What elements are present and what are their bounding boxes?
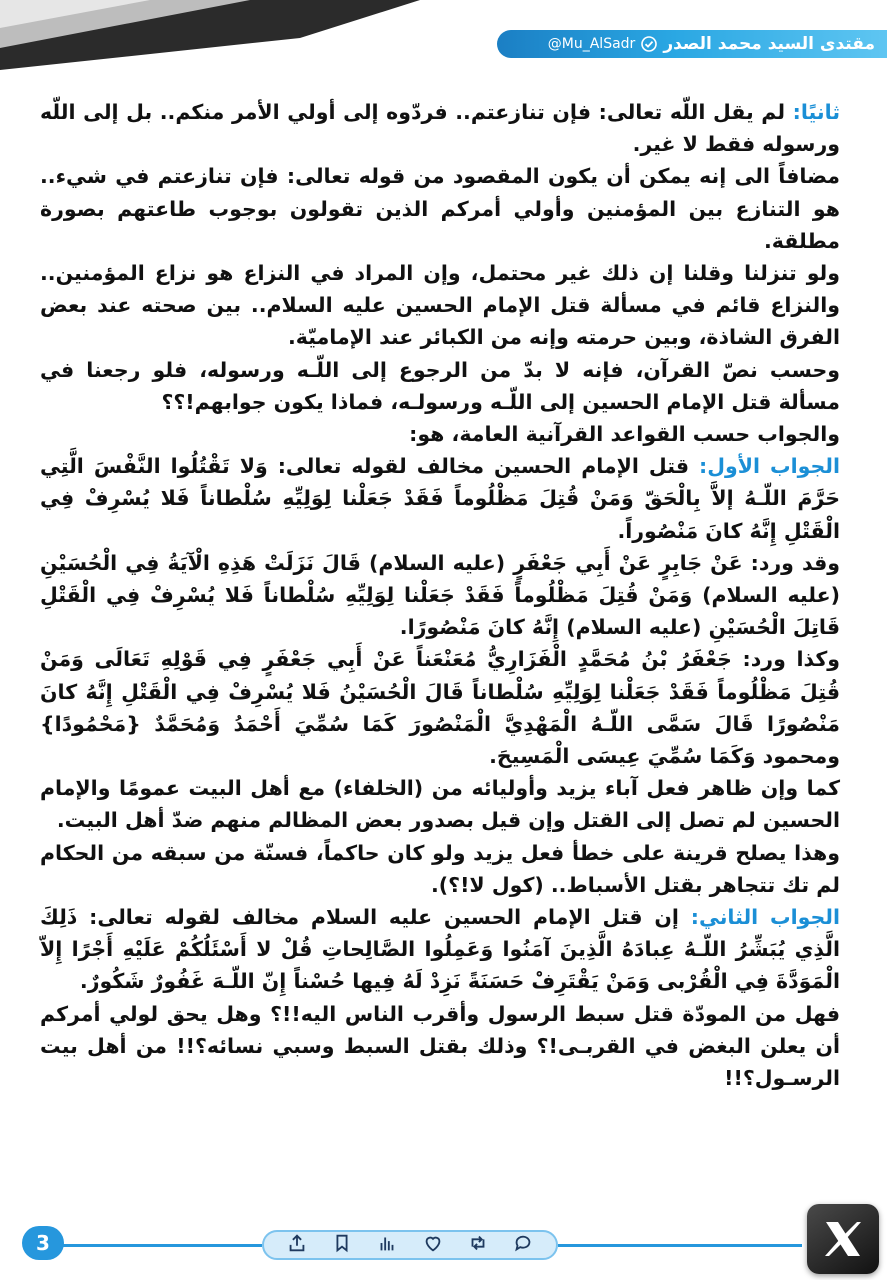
paragraph-text: قتل الإمام الحسين مخالف لقوله تعالى: وَلا تَقْتُلُوا النَّفْسَ الَّتِي حَرَّمَ اللّـهُ إلاَّ بِالْحَقّ وَمَنْ قُتِلَ مَظْلُوماً فَقَدْ جَعَلْنا لِوَلِيِّهِ سُلْطاناً فَلا يُسْرِفْ فِي الْقَتْلِ إِنَّهُ كانَ مَنْصُوراً. (40, 454, 840, 543)
paragraph-text: مضافاً الى إنه يمكن أن يكون المقصود من قوله تعالى: فإن تنازعتم في شيء.. هو التنازع بين المؤمنين وأولي أمركم الذين تقولون بوجوب طاعتهم بصورة مطلقة. (40, 164, 840, 253)
paragraph-text: فهل من المودّة قتل سبط الرسول وأقرب الناس اليه!!؟ وهل يحق لولي أمركم أن يعلن البغض في القربـى!؟ وذلك بقتل السبط وسبي نسائه؟!! من أهل بيت الرسـول؟!! (40, 1001, 840, 1091)
paragraph-label: الجواب الأول: (699, 454, 840, 479)
paragraph-text: لم يقل اللّه تعالى: فإن تنازعتم.. فردّوه إلى أولي الأمر منكم.. بل إلى اللّه ورسوله فقط لا غير. (40, 100, 840, 157)
paragraph (40, 772, 840, 836)
paragraph-text: كما وإن ظاهر فعل آباء يزيد وأوليائه من (الخلفاء) مع أهل البيت عمومًا والإمام الحسين لم تصل إلى القتل وإن قيل بصدور بعض المظالم منهم ضدّ أهل البيت. (40, 776, 840, 833)
x-logo-icon (807, 1204, 879, 1274)
reply-icon[interactable] (512, 1232, 534, 1258)
paragraph-text: إن قتل الإمام الحسين عليه السلام مخالف لقوله تعالى: ذَلِكَ الَّذِي يُبَشِّرُ اللّـهُ عِبادَهُ الَّذِينَ آمَنُوا وَعَمِلُوا الصَّالِحاتِ قُلْ لا أَسْئَلُكُمْ عَلَيْهِ أَجْرًا إِلاّ الْمَوَدَّةَ فِي الْقُرْبى وَمَنْ يَقْتَرِفْ حَسَنَةً نَزِدْ لَهُ فِيها حُسْناً إِنّ اللّـهَ غَفُورٌ شَكُورٌ. (40, 905, 840, 994)
page-number: 3 (22, 1226, 64, 1260)
paragraph (40, 837, 840, 901)
social-action-bar (262, 1230, 558, 1260)
header-account-name: مقتدى السيد محمد الصدر (663, 34, 875, 54)
repost-icon[interactable] (467, 1232, 489, 1258)
verified-badge-icon (641, 36, 657, 52)
paragraph-text: وهذا يصلح قرينة على خطأ فعل يزيد ولو كان حاكماً، فسنّة من سبقه من الحكام لم تك تتجاهر بقتل الأسباط.. (كول لا!؟). (40, 840, 840, 897)
paragraph (40, 160, 840, 257)
paragraph (40, 998, 840, 1095)
paragraph-label: ثانيًا: (792, 100, 841, 124)
paragraph (40, 257, 840, 354)
paragraph-text: وحسب نصّ القرآن، فإنه لا بدّ من الرجوع إلى اللّـه ورسوله، فلو رجعنا في مسألة قتل الإمام الحسين إلى اللّـه ورسولـه، فماذا يكون جوابهم!؟؟ (40, 357, 840, 414)
paragraph-label: الجواب الثاني: (690, 905, 840, 930)
bookmark-icon[interactable] (331, 1232, 353, 1258)
paragraph (40, 450, 840, 547)
paragraph (40, 354, 840, 418)
views-icon[interactable] (376, 1232, 398, 1258)
paragraph (40, 643, 840, 772)
corner-decoration (0, 0, 420, 70)
paragraph (40, 547, 840, 644)
header-handle: @Mu_AlSadr (547, 36, 636, 52)
paragraph-text: وكذا ورد: جَعْفَرُ بْنُ مُحَمَّدٍ الْفَزَارِيُّ مُعَنْعَناً عَنْ أَبِي جَعْفَرٍ فِي قَوْلِهِ تَعَالَى وَمَنْ قُتِلَ مَظْلُوماً فَقَدْ جَعَلْنا لِوَلِيِّهِ سُلْطاناً قَالَ الْحُسَيْنُ فَلا يُسْرِفْ فِي الْقَتْلِ إِنَّهُ كانَ مَنْصُورًا قَالَ سَمَّى اللّـهُ الْمَهْدِيَّ الْمَنْصُورَ كَمَا سُمِّيَ أَحْمَدُ وَمُحَمَّدٌ {مَحْمُودًا} ومحمود وَكَمَا سُمِّيَ عِيسَى الْمَسِيحَ. (40, 647, 840, 769)
paragraph-text: وقد ورد: عَنْ جَابِرٍ عَنْ أَبِي جَعْفَرٍ (عليه السلام) قَالَ نَزَلَتْ هَذِهِ الْآيَةُ فِي الْحُسَيْنِ (عليه السلام) وَمَنْ قُتِلَ مَظْلُوماً فَقَدْ جَعَلْنا لِوَلِيِّهِ سُلْطاناً فَلا يُسْرِفْ فِي الْقَتْلِ قَاتِلَ الْحُسَيْنِ (عليه السلام) إِنَّهُ كانَ مَنْصُورًا. (40, 550, 840, 640)
document-body (40, 96, 840, 1216)
footer-divider (558, 1244, 802, 1247)
paragraph-text: ولو تنزلنا وقلنا إن ذلك غير محتمل، وإن المراد في النزاع هو نزاع المؤمنين.. والنزاع قائم في مسألة قتل الإمام الحسين عليه السلام.. بين صحته عند بعض الفرق الشاذة، وبين حرمته وإنه من الكبائر عند الإماميّة. (40, 261, 840, 350)
paragraph (40, 96, 840, 160)
paragraph-text: والجواب حسب القواعد القرآنية العامة، هو: (409, 422, 840, 447)
like-icon[interactable] (422, 1232, 444, 1258)
paragraph (40, 901, 840, 998)
share-icon[interactable] (286, 1232, 308, 1258)
footer-divider (62, 1244, 262, 1247)
paragraph (40, 418, 840, 450)
header-banner (497, 30, 887, 58)
